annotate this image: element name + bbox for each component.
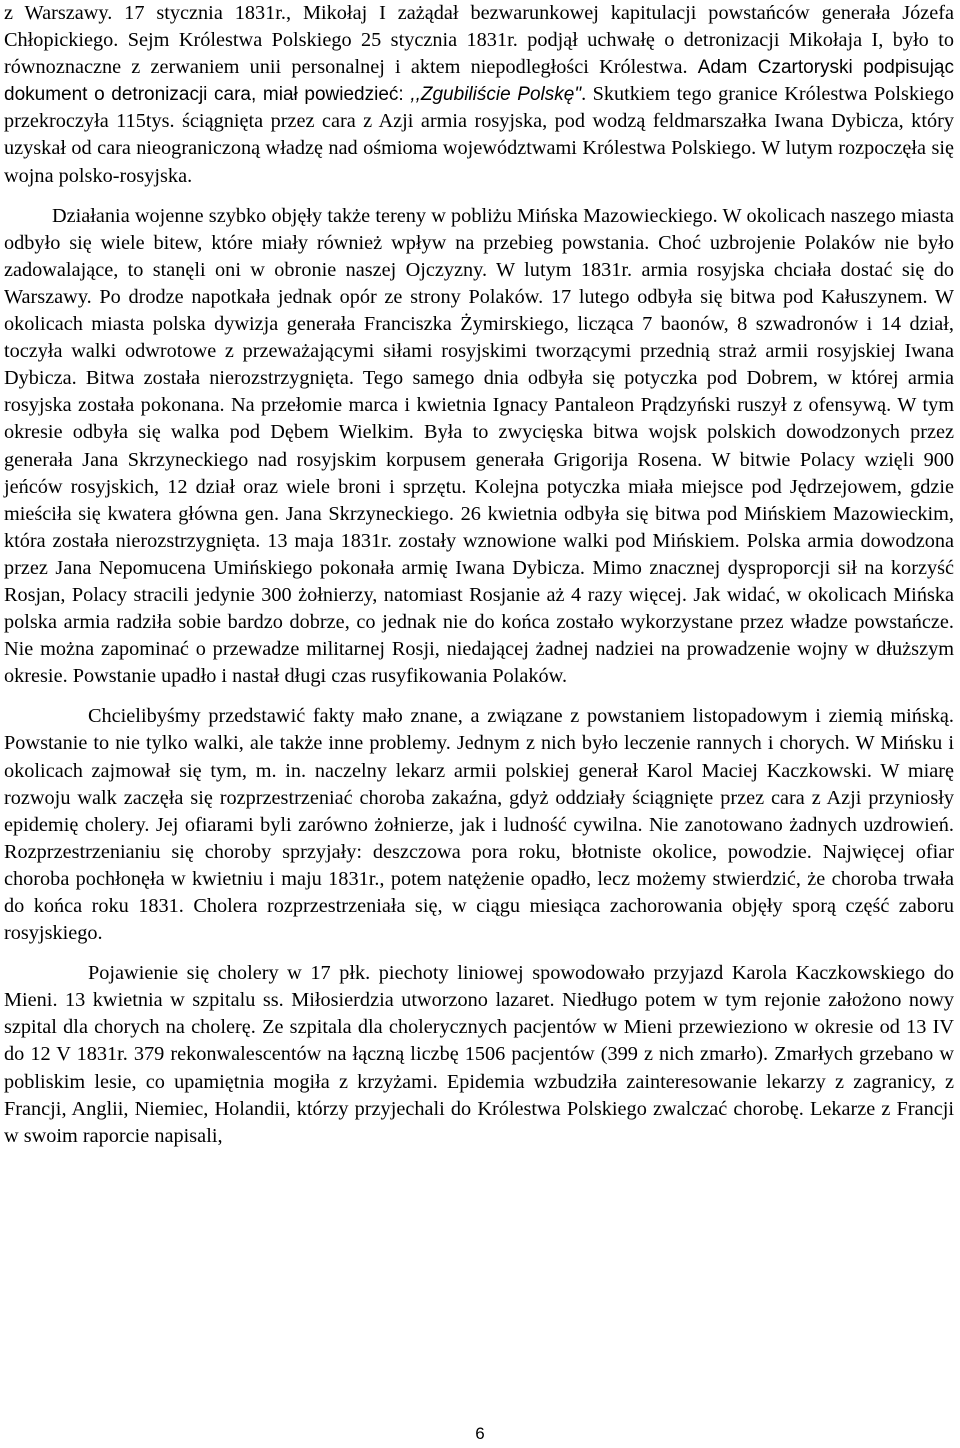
- paragraph-4: Pojawienie się cholery w 17 płk. piechoty liniowej spowodowało przyjazd Karola Kaczkowskiego do Mieni. 13 kwietnia w szpitalu ss. Miłosierdzia utworzono lazaret. Niedługo potem w tym rejonie założono nowy szpital dla chorych na cholerę. Ze szpitala dla cholerycznych pacjentów w Mieni przewieziono w okresie od 13 IV do 12 V 1831r. 379 rekonwalescentów na łączną liczbę 1506 pacjentów (399 z nich zmarło). Zmarłych grzebano w pobliskim lesie, co upamiętnia mogiła z krzyżami. Epidemia wzbudziła zainteresowanie lekarzy z zagranicy, z Francji, Anglii, Niemiec, Holandii, którzy przyjechali do Królestwa Polskiego zwalczać chorobę. Lekarze z Francji w swoim raporcie napisali,: [4, 962, 954, 1147]
- paragraph-1-part-b: Adam Czartoryski podpisując dokument o detronizacji cara, miał powiedzieć:: [4, 57, 955, 106]
- paragraph-1: [4, 0, 954, 190]
- paragraph-3: Chcielibyśmy przedstawić fakty mało znane, a związane z powstaniem listopadowym i ziemią mińską. Powstanie to nie tylko walki, ale także inne problemy. Jednym z nich było leczenie rannych i chorych. W Mińsku i okolicach zajmował się tym, m. in. naczelny lekarz armii polskiej generał Karol Maciej Kaczkowski. W miarę rozwoju walk zaczęła się rozprzestrzeniać choroba zakaźna, gdyż oddziały ściągnięte przez cara z Azji przyniosły epidemię cholery. Jej ofiarami byli zarówno żołnierze, jak i ludność cywilna. Nie zanotowano żadnych uzdrowień. Rozprzestrzenianiu się choroby sprzyjały: deszczowa pora roku, błotniste okolice, powodzie. Najwięcej ofiar choroba pochłonęła w kwietniu i maju 1831r., potem natężenie opadło, lecz możemy stwierdzić, że choroba trwała do końca roku 1831. Cholera rozprzestrzeniała się, w ciągu miesiąca zachorowania objęły sporą część zaboru rosyjskiego.: [4, 705, 954, 945]
- document-page: [4, 0, 954, 1150]
- page-number: 6: [475, 1424, 485, 1443]
- paragraph-1-part-a: z Warszawy. 17 stycznia 1831r., Mikołaj I zażądał bezwarunkowej kapitulacji powstańców generała Józefa Chłopickiego. Sejm Królestwa Polskiego 25 stycznia 1831r. podjął uchwałę o detronizacji Mikołaja I, było to równoznaczne z zerwaniem unii personalnej i aktem niepodległości Królestwa.: [4, 2, 954, 79]
- paragraph-1-part-c: . Skutkiem tego granice Królestwa Polskiego przekroczyła 115tys. ściągnięta przez cara z Azji armia rosyjska, pod wodzą feldmarszałka Iwana Dybicza, który uzyskał od cara nieograniczoną władzę nad ośmioma województwami Królestwa Polskiego. W lutym rozpoczęła się wojna polsko-rosyjska.: [4, 83, 955, 187]
- czartoryski-quote: ,,Zgubiliście Polskę": [410, 84, 582, 106]
- paragraph-2: Działania wojenne szybko objęły także tereny w pobliżu Mińska Mazowieckiego. W okolicach naszego miasta odbyło się wiele bitew, które miały również wpływ na przebieg powstania. Choć uzbrojenie Polaków nie było zadowalające, to stanęli oni w obronie naszej Ojczyzny. W lutym 1831r. armia rosyjska chciała dostać się do Warszawy. Po drodze napotkała jednak opór ze strony Polaków. 17 lutego odbyła się bitwa pod Kałuszynem. W okolicach miasta polska dywizja generała Franciszka Żymirskiego, licząca 7 baonów, 8 szwadronów i 14 dział, toczyła walki odwrotowe z przeważającymi siłami rosyjskimi tworzącymi przednią straż armii rosyjskiej Iwana Dybicza. Bitwa została nierozstrzygnięta. Tego samego dnia odbyła się potyczka pod Dobrem, w której armia rosyjska została pokonana. Na przełomie marca i kwietnia Ignacy Pantaleon Prądzyński ruszył z ofensywą. W tym okresie odbyła się walka pod Dębem Wielkim. Była to zwycięska bitwa wojsk polskich dowodzonych przez generała Jana Skrzyneckiego nad rosyjskim korpusem generała Grigorija Rosena. W bitwie Polacy wzięli 900 jeńców rosyjskich, 12 dział oraz wiele broni i sprzętu. Kolejna potyczka miała miejsce pod Jędrzejowem, gdzie mieściła się kwatera główna gen. Jana Skrzyneckiego. 26 kwietnia odbyła się bitwa pod Mińskiem Mazowieckim, która została nierozstrzygnięta. 13 maja 1831r. zostały wznowione walki pod Mińskiem. Polska armia dowodzona przez Jana Nepomucena Umińskiego pokonała armię Iwana Dybicza. Mimo znacznej dysproporcji sił na korzyść Rosjan, Polacy stracili jedynie 300 żołnierzy, natomiast Rosjanie aż 4 razy więcej. Jak widać, w okolicach Mińska polska armia radziła sobie bardzo dobrze, co jednak nie do końca zostało wykorzystane przez władze powstańcze. Nie można zapominać o przewadze militarnej Rosji, niedającej żadnej nadziei na prowadzenie wojny w dłuższym okresie. Powstanie upadło i nastał długi czas rusyfikowania Polaków.: [4, 204, 954, 688]
